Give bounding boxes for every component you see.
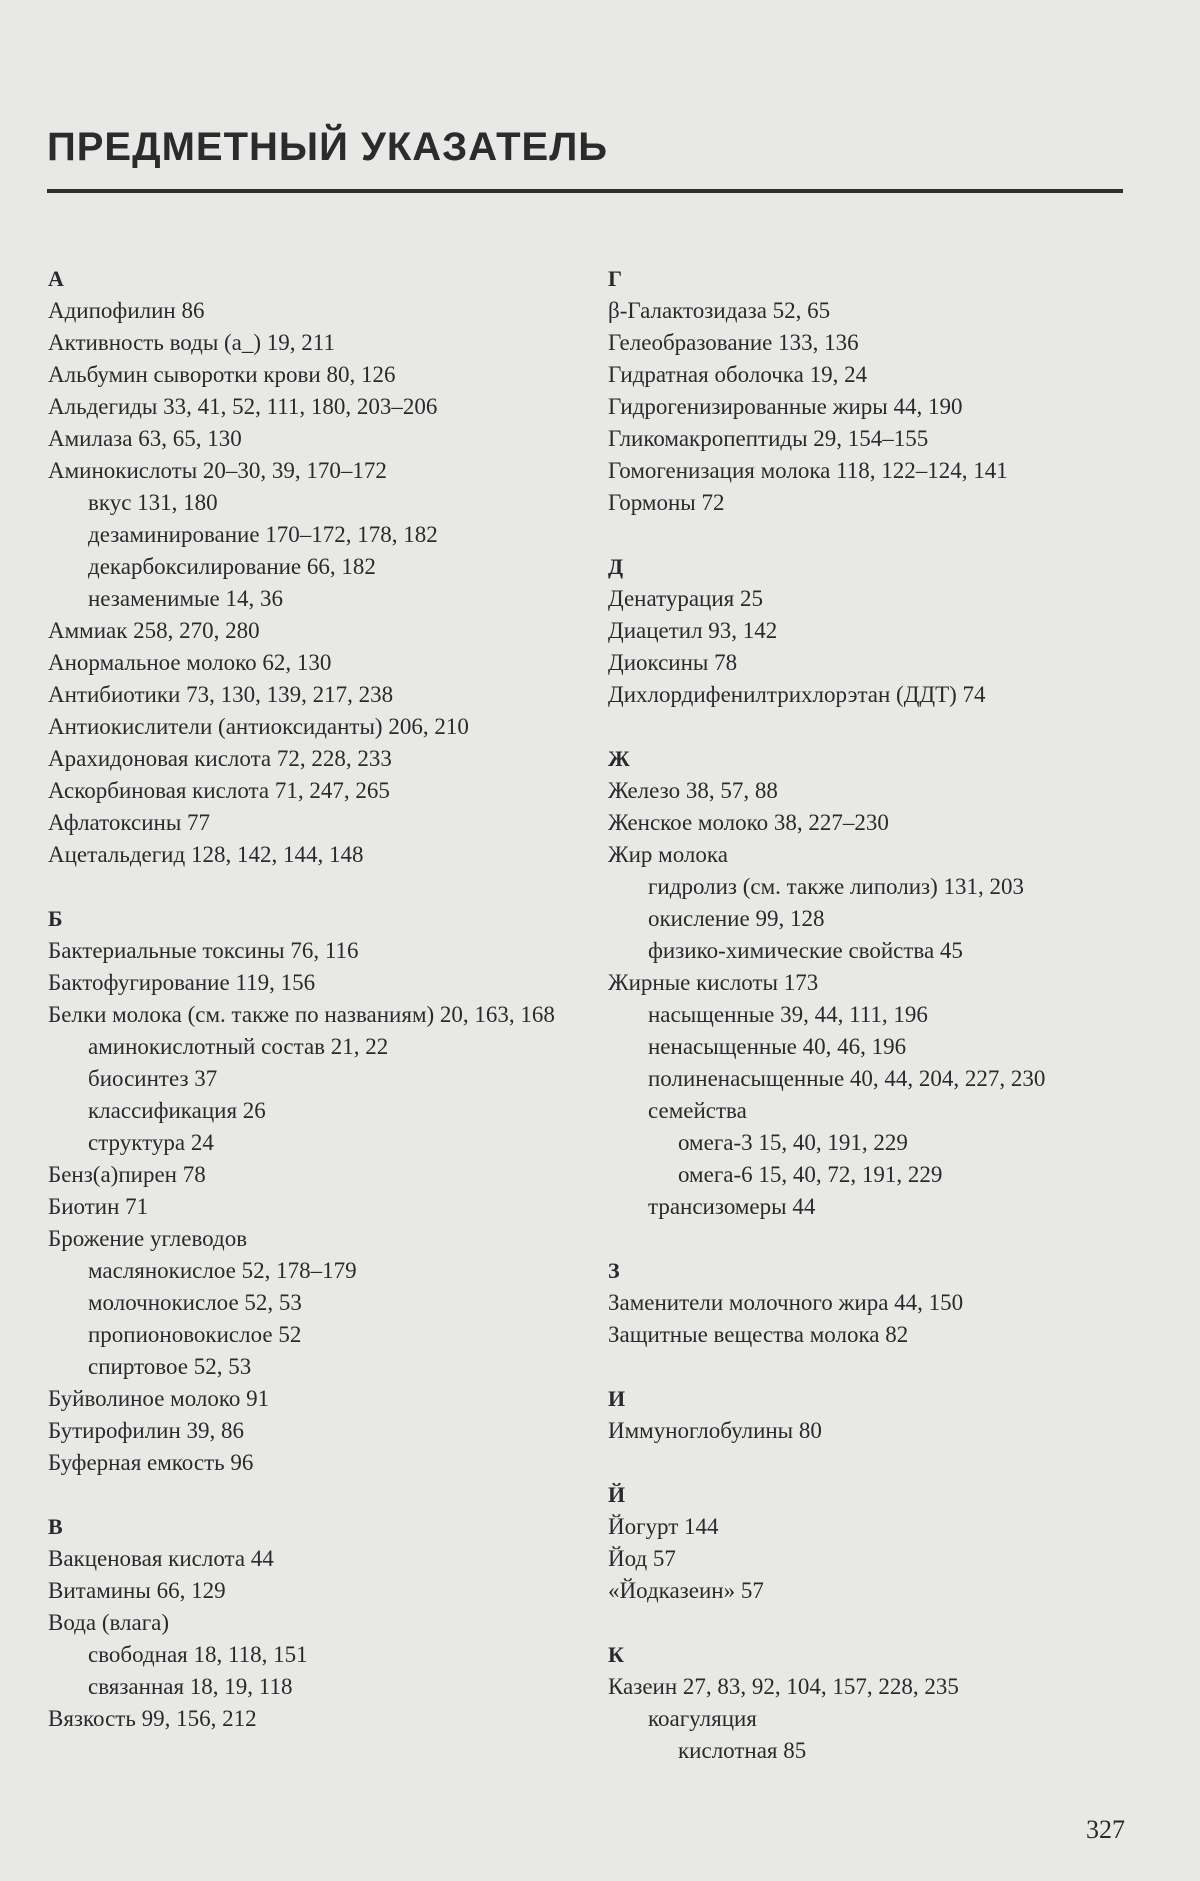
index-letter-group xyxy=(608,551,1168,711)
index-subentry: классификация 26 xyxy=(88,1098,266,1123)
index-letter-heading: И xyxy=(608,1386,626,1411)
index-entry: Буйволиное молоко 91 xyxy=(48,1386,270,1411)
index-entry: Аскорбиновая кислота 71, 247, 265 xyxy=(48,778,390,803)
index-letter-group xyxy=(48,263,588,871)
index-letter-group xyxy=(48,903,588,1479)
index-entry: Белки молока (см. также по названиям) 20, 163, 168 xyxy=(48,1002,555,1027)
index-entry: Афлатоксины 77 xyxy=(48,810,211,835)
index-entry: Буферная емкость 96 xyxy=(48,1450,254,1475)
index-letter-heading: Г xyxy=(608,266,622,291)
index-letter-heading: З xyxy=(608,1258,620,1283)
index-subentry: семейства xyxy=(648,1098,747,1123)
index-entry: Заменители молочного жира 44, 150 xyxy=(608,1290,964,1315)
index-entry: Альбумин сыворотки крови 80, 126 xyxy=(48,362,396,387)
index-subentry: пропионовокислое 52 xyxy=(88,1322,302,1347)
index-entry: Гидратная оболочка 19, 24 xyxy=(608,362,868,387)
index-letter-heading: Д xyxy=(608,554,624,579)
index-entry: Дихлордифенилтрихлорэтан (ДДТ) 74 xyxy=(608,682,986,707)
index-subentry: вкус 131, 180 xyxy=(88,490,218,515)
index-subentry: декарбоксилирование 66, 182 xyxy=(88,554,376,579)
index-entry: Бактофугирование 119, 156 xyxy=(48,970,316,995)
index-subentry: физико-химические свойства 45 xyxy=(648,938,963,963)
index-subentry: спиртовое 52, 53 xyxy=(88,1354,252,1379)
index-subentry: кислотная 85 xyxy=(678,1738,807,1763)
index-subentry: полиненасыщенные 40, 44, 204, 227, 230 xyxy=(648,1066,1046,1091)
index-entry: Биотин 71 xyxy=(48,1194,149,1219)
index-entry: Денатурация 25 xyxy=(608,586,764,611)
index-entry: Витамины 66, 129 xyxy=(48,1578,226,1603)
index-entry: Жир молока xyxy=(608,842,728,867)
index-entry: Вакценовая кислота 44 xyxy=(48,1546,274,1571)
index-subentry: связанная 18, 19, 118 xyxy=(88,1674,293,1699)
index-entry: Антиокислители (антиоксиданты) 206, 210 xyxy=(48,714,469,739)
index-subentry: насыщенные 39, 44, 111, 196 xyxy=(648,1002,928,1027)
index-subentry: маслянокислое 52, 178–179 xyxy=(88,1258,357,1283)
index-entry: Аммиак 258, 270, 280 xyxy=(48,618,260,643)
index-entry: Анормальное молоко 62, 130 xyxy=(48,650,332,675)
index-letter-heading: Й xyxy=(608,1482,626,1507)
index-subentry: дезаминирование 170–172, 178, 182 xyxy=(88,522,438,547)
index-subentry: омега-3 15, 40, 191, 229 xyxy=(678,1130,908,1155)
index-letter-group xyxy=(608,1383,1168,1447)
index-entry: Альдегиды 33, 41, 52, 111, 180, 203–206 xyxy=(48,394,438,419)
index-entry: Гидрогенизированные жиры 44, 190 xyxy=(608,394,963,419)
index-entry: Арахидоновая кислота 72, 228, 233 xyxy=(48,746,392,771)
index-entry: Гелеобразование 133, 136 xyxy=(608,330,859,355)
index-subentry: трансизомеры 44 xyxy=(648,1194,816,1219)
page-title: ПРЕДМЕТНЫЙ УКАЗАТЕЛЬ xyxy=(47,125,609,169)
index-column-right xyxy=(608,263,1168,1799)
index-letter-group xyxy=(608,1255,1168,1351)
index-subentry: коагуляция xyxy=(648,1706,757,1731)
index-entry: Аминокислоты 20–30, 39, 170–172 xyxy=(48,458,387,483)
index-entry: Жирные кислоты 173 xyxy=(608,970,819,995)
index-subentry: омега-6 15, 40, 72, 191, 229 xyxy=(678,1162,943,1187)
index-entry: Иммуноглобулины 80 xyxy=(608,1418,822,1443)
index-entry: Йод 57 xyxy=(608,1546,676,1571)
index-letter-group xyxy=(608,1639,1168,1767)
index-subentry: биосинтез 37 xyxy=(88,1066,218,1091)
index-column-left xyxy=(48,263,588,1767)
index-entry: Брожение углеводов xyxy=(48,1226,248,1251)
index-entry: Активность воды (a_) 19, 211 xyxy=(48,330,335,355)
index-entry: Женское молоко 38, 227–230 xyxy=(608,810,889,835)
index-entry: «Йодказеин» 57 xyxy=(608,1578,764,1603)
index-entry: Бактериальные токсины 76, 116 xyxy=(48,938,359,963)
index-entry: Диоксины 78 xyxy=(608,650,738,675)
index-entry: Адипофилин 86 xyxy=(48,298,205,323)
index-subentry: структура 24 xyxy=(88,1130,214,1155)
index-entry: Бенз(а)пирен 78 xyxy=(48,1162,206,1187)
index-entry: β-Галактозидаза 52, 65 xyxy=(608,298,831,323)
index-entry: Амилаза 63, 65, 130 xyxy=(48,426,242,451)
index-subentry: аминокислотный состав 21, 22 xyxy=(88,1034,389,1059)
index-entry: Железо 38, 57, 88 xyxy=(608,778,778,803)
index-letter-heading: Ж xyxy=(608,746,630,771)
index-letter-group xyxy=(48,1511,588,1735)
index-entry: Вязкость 99, 156, 212 xyxy=(48,1706,257,1731)
index-entry: Казеин 27, 83, 92, 104, 157, 228, 235 xyxy=(608,1674,959,1699)
index-entry: Гормоны 72 xyxy=(608,490,725,515)
index-letter-group xyxy=(608,743,1168,1223)
index-subentry: свободная 18, 118, 151 xyxy=(88,1642,308,1667)
index-entry: Антибиотики 73, 130, 139, 217, 238 xyxy=(48,682,394,707)
index-letter-heading: К xyxy=(608,1642,624,1667)
index-letter-heading: В xyxy=(48,1514,63,1539)
index-letter-group xyxy=(608,1479,1168,1607)
index-entry: Бутирофилин 39, 86 xyxy=(48,1418,245,1443)
index-entry: Вода (влага) xyxy=(48,1610,170,1635)
index-subentry: гидролиз (см. также липолиз) 131, 203 xyxy=(648,874,1025,899)
index-subentry: незаменимые 14, 36 xyxy=(88,586,283,611)
index-subentry: молочнокислое 52, 53 xyxy=(88,1290,302,1315)
page-number: 327 xyxy=(1086,1815,1125,1844)
index-subentry: ненасыщенные 40, 46, 196 xyxy=(648,1034,907,1059)
title-rule xyxy=(47,189,1123,193)
index-entry: Защитные вещества молока 82 xyxy=(608,1322,909,1347)
index-letter-heading: А xyxy=(48,266,64,291)
index-entry: Диацетил 93, 142 xyxy=(608,618,778,643)
index-entry: Гликомакропептиды 29, 154–155 xyxy=(608,426,929,451)
index-letter-heading: Б xyxy=(48,906,63,931)
index-entry: Йогурт 144 xyxy=(608,1514,719,1539)
index-subentry: окисление 99, 128 xyxy=(648,906,825,931)
index-entry: Гомогенизация молока 118, 122–124, 141 xyxy=(608,458,1008,483)
index-entry: Ацетальдегид 128, 142, 144, 148 xyxy=(48,842,364,867)
index-letter-group xyxy=(608,263,1168,519)
